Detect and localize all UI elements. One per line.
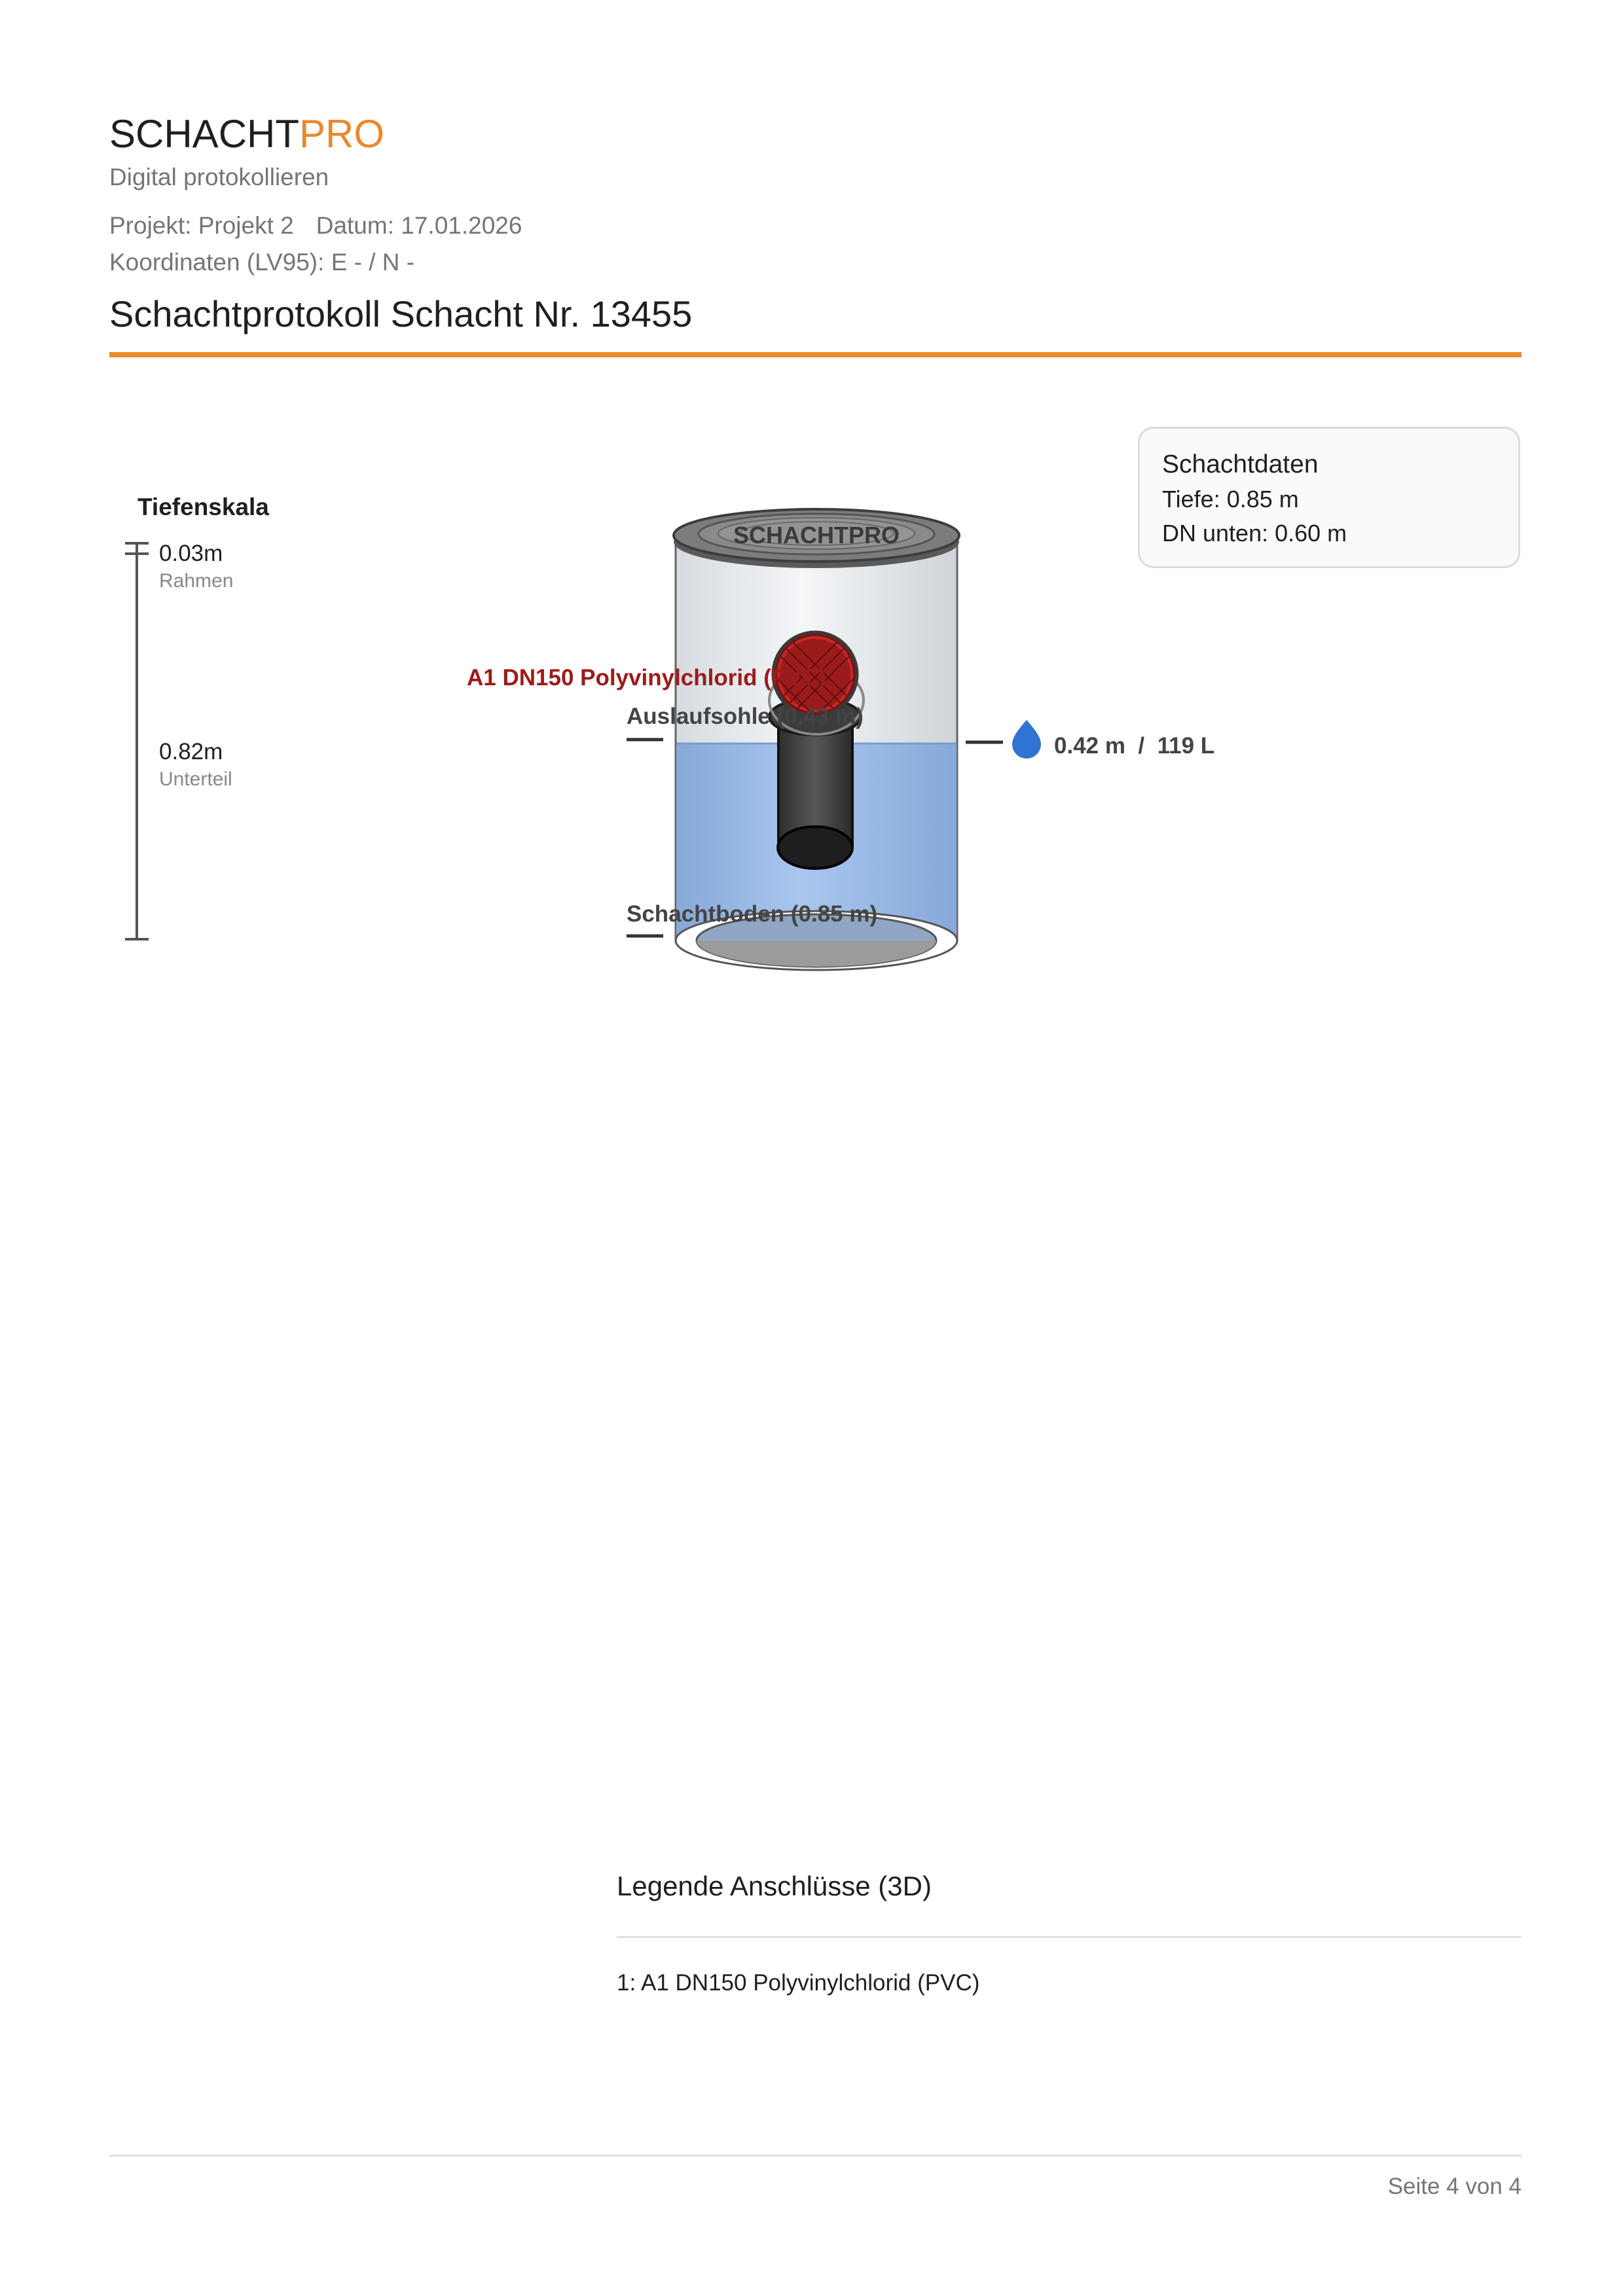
shaft-depth: Tiefe: 0.85 m <box>1162 486 1299 512</box>
legend-divider <box>617 1936 1522 1938</box>
brand-accent: PRO <box>299 112 385 156</box>
depth-scale-title: Tiefenskala <box>137 493 269 520</box>
coordinates: Koordinaten (LV95): E - / N - <box>109 249 415 276</box>
report-date: Datum: 17.01.2026 <box>316 212 522 239</box>
depth-segment-label: Unterteil <box>159 768 232 790</box>
tagline: Digital protokollieren <box>109 164 329 190</box>
legend-item: 1: A1 DN150 Polyvinylchlorid (PVC) <box>617 1970 980 1996</box>
page-title: Schachtprotokoll Schacht Nr. 13455 <box>109 293 693 334</box>
shaft-data-title: Schachtdaten <box>1162 450 1319 478</box>
outlet-label: Auslaufsohle (0.43 m) <box>627 704 864 729</box>
depth-segment-value: 0.82m <box>159 739 223 764</box>
page-number: Seite 4 von 4 <box>1387 2174 1522 2199</box>
water-volume-label: 0.42 m / 119 L <box>1054 733 1215 759</box>
project-name: Projekt: Projekt 2 <box>109 212 294 239</box>
floor-label: Schachtboden (0.85 m) <box>627 901 878 927</box>
brand-main: SCHACHT <box>109 112 300 156</box>
water-drop-icon <box>1012 720 1041 759</box>
pipe-opening <box>778 827 852 869</box>
depth-segment-value: 0.03m <box>159 541 223 566</box>
shaft-dn-bottom: DN unten: 0.60 m <box>1162 520 1347 547</box>
legend-title: Legende Anschlüsse (3D) <box>617 1871 932 1901</box>
shaft-diagram <box>0 0 1623 1047</box>
lid-brand-text: SCHACHTPRO <box>733 522 900 548</box>
depth-segment-label: Rahmen <box>159 570 234 592</box>
connection-label: A1 DN150 Polyvinylchlorid (PVC) <box>467 665 826 691</box>
footer-divider <box>109 2155 1522 2157</box>
